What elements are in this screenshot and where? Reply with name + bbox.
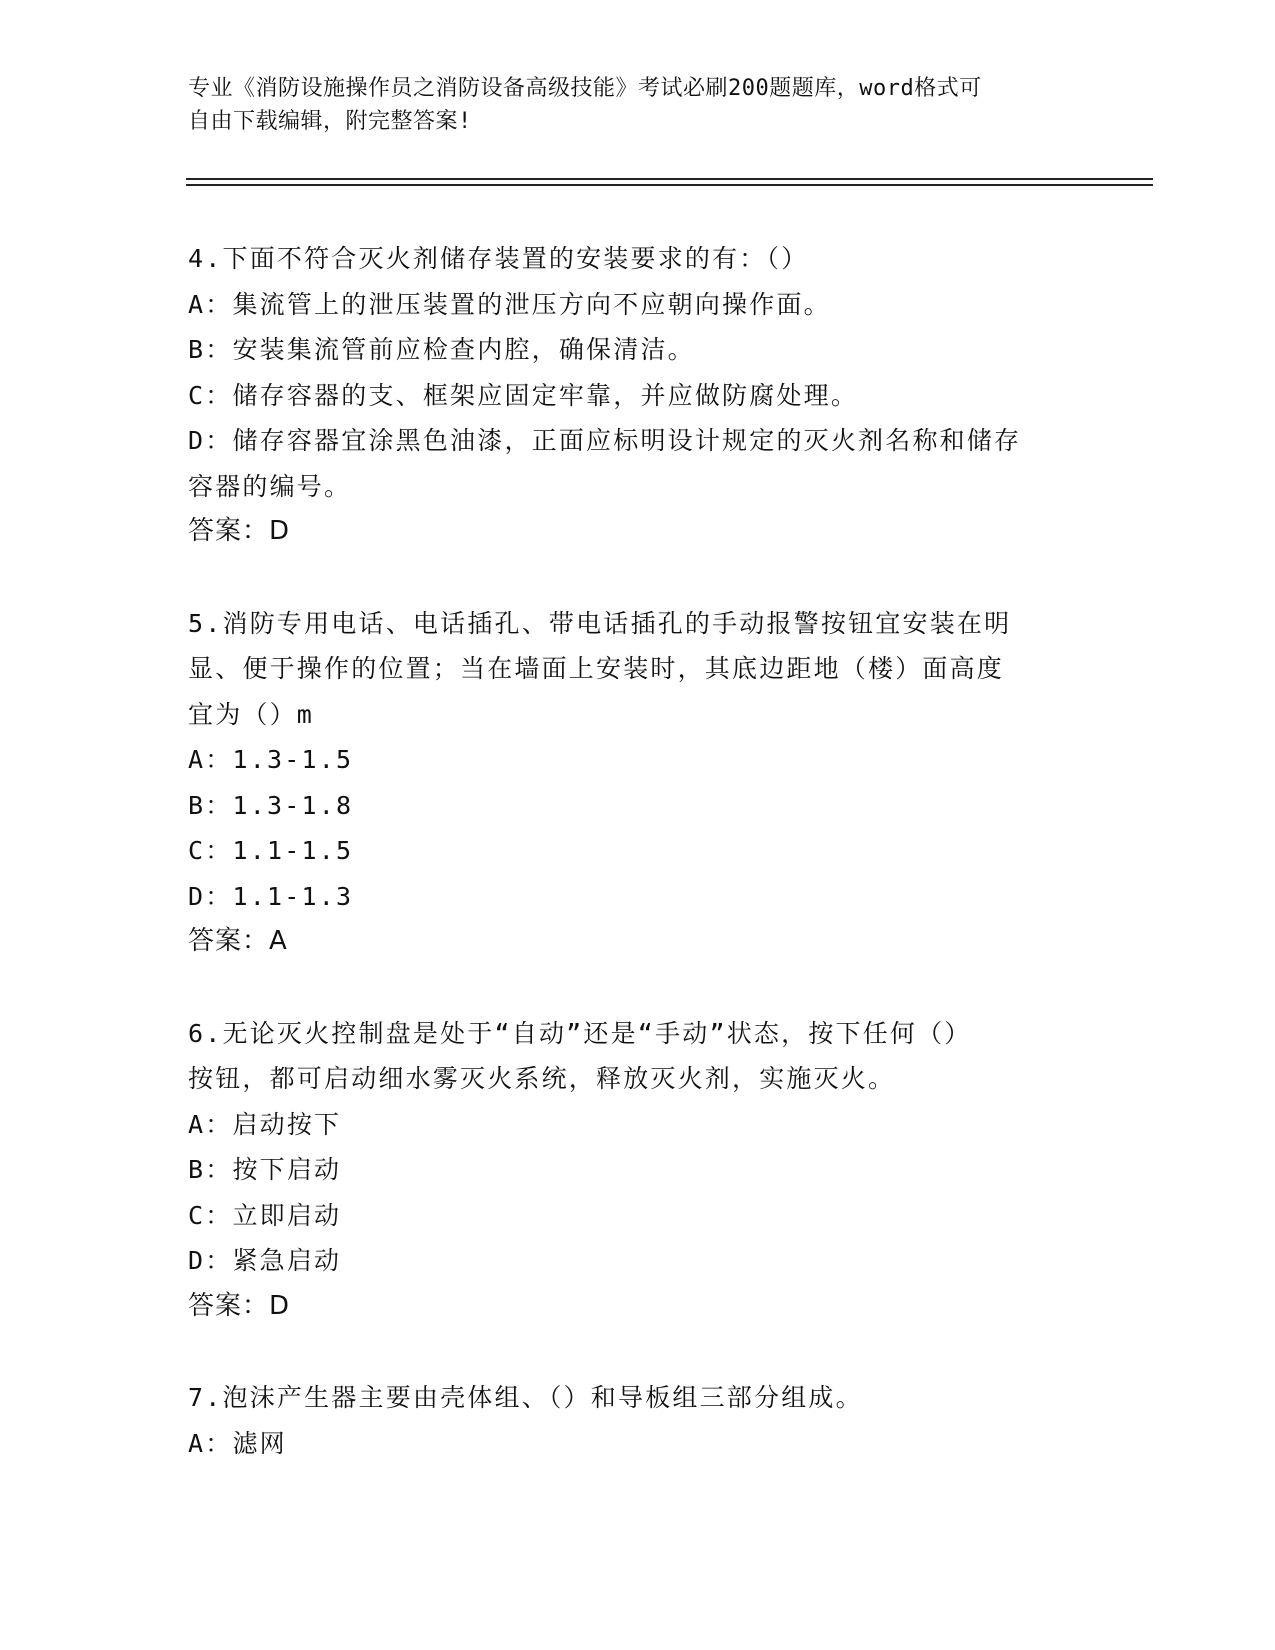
option-c [188, 828, 1088, 874]
header-line-1: 专业《消防设施操作员之消防设备高级技能》考试必刷200题题库，word格式可 [188, 76, 982, 101]
question-5 [188, 601, 1088, 965]
question-text [188, 601, 1088, 738]
option-b [188, 327, 1088, 373]
option-line: A：滤网 [188, 1428, 287, 1458]
question-line: 显、便于操作的位置；当在墙面上安装时，其底边距地（楼）面高度 [188, 654, 1005, 683]
header-divider-top [186, 178, 1153, 180]
answer: 答案：A [188, 926, 288, 956]
question-line: 7.泡沫产生器主要由壳体组、（）和导板组三部分组成。 [188, 1383, 863, 1412]
question-line: 4.下面不符合灭火剂储存装置的安装要求的有：（） [188, 244, 809, 273]
answer: 答案：D [188, 516, 291, 546]
option-line: 容器的编号。 [188, 471, 352, 501]
option-d [188, 418, 1088, 509]
option-c [188, 373, 1088, 419]
option-a [188, 282, 1088, 328]
option-line: D：储存容器宜涂黑色油漆，正面应标明设计规定的灭火剂名称和储存 [188, 426, 1022, 455]
question-line: 按钮，都可启动细水雾灭火系统，释放灭火剂，实施灭火。 [188, 1064, 896, 1093]
question-line: 5.消防专用电话、电话插孔、带电话插孔的手动报警按钮宜安装在明 [188, 608, 1012, 638]
option-c [188, 1193, 1088, 1239]
question-line: 宜为（）m [188, 699, 315, 729]
option-line: C：立即启动 [188, 1200, 342, 1230]
option-line: B：1.3-1.8 [188, 790, 354, 820]
question-4 [188, 236, 1088, 555]
option-b [188, 1147, 1088, 1193]
answer: 答案：D [188, 1290, 291, 1321]
question-7 [188, 1375, 1088, 1466]
header-divider-bottom [186, 184, 1153, 186]
option-b [188, 783, 1088, 829]
option-d [188, 874, 1088, 920]
question-line: 6.无论灭火控制盘是处于“自动”还是“手动”状态，按下任何（） [188, 1018, 972, 1048]
option-line: A：启动按下 [188, 1109, 342, 1139]
document-header [188, 72, 1088, 138]
question-list [188, 236, 1088, 1512]
question-6 [188, 1011, 1088, 1330]
option-a [188, 737, 1088, 783]
option-line: C：储存容器的支、框架应固定牢靠，并应做防腐处理。 [188, 380, 859, 410]
option-line: B：按下启动 [188, 1155, 342, 1184]
option-line: A：集流管上的泄压装置的泄压方向不应朝向操作面。 [188, 289, 831, 319]
option-a [188, 1421, 1088, 1467]
option-line: A：1.3-1.5 [188, 745, 354, 774]
option-a [188, 1102, 1088, 1148]
option-line: C：1.1-1.5 [188, 836, 354, 865]
option-d [188, 1238, 1088, 1284]
question-text [188, 236, 1088, 282]
option-line: B：安装集流管前应检查内腔，确保清洁。 [188, 335, 695, 364]
question-text [188, 1011, 1088, 1102]
option-line: D：1.1-1.3 [188, 881, 354, 911]
question-text [188, 1375, 1088, 1421]
header-line-2: 自由下载编辑，附完整答案! [188, 109, 472, 134]
option-line: D：紧急启动 [188, 1246, 342, 1275]
